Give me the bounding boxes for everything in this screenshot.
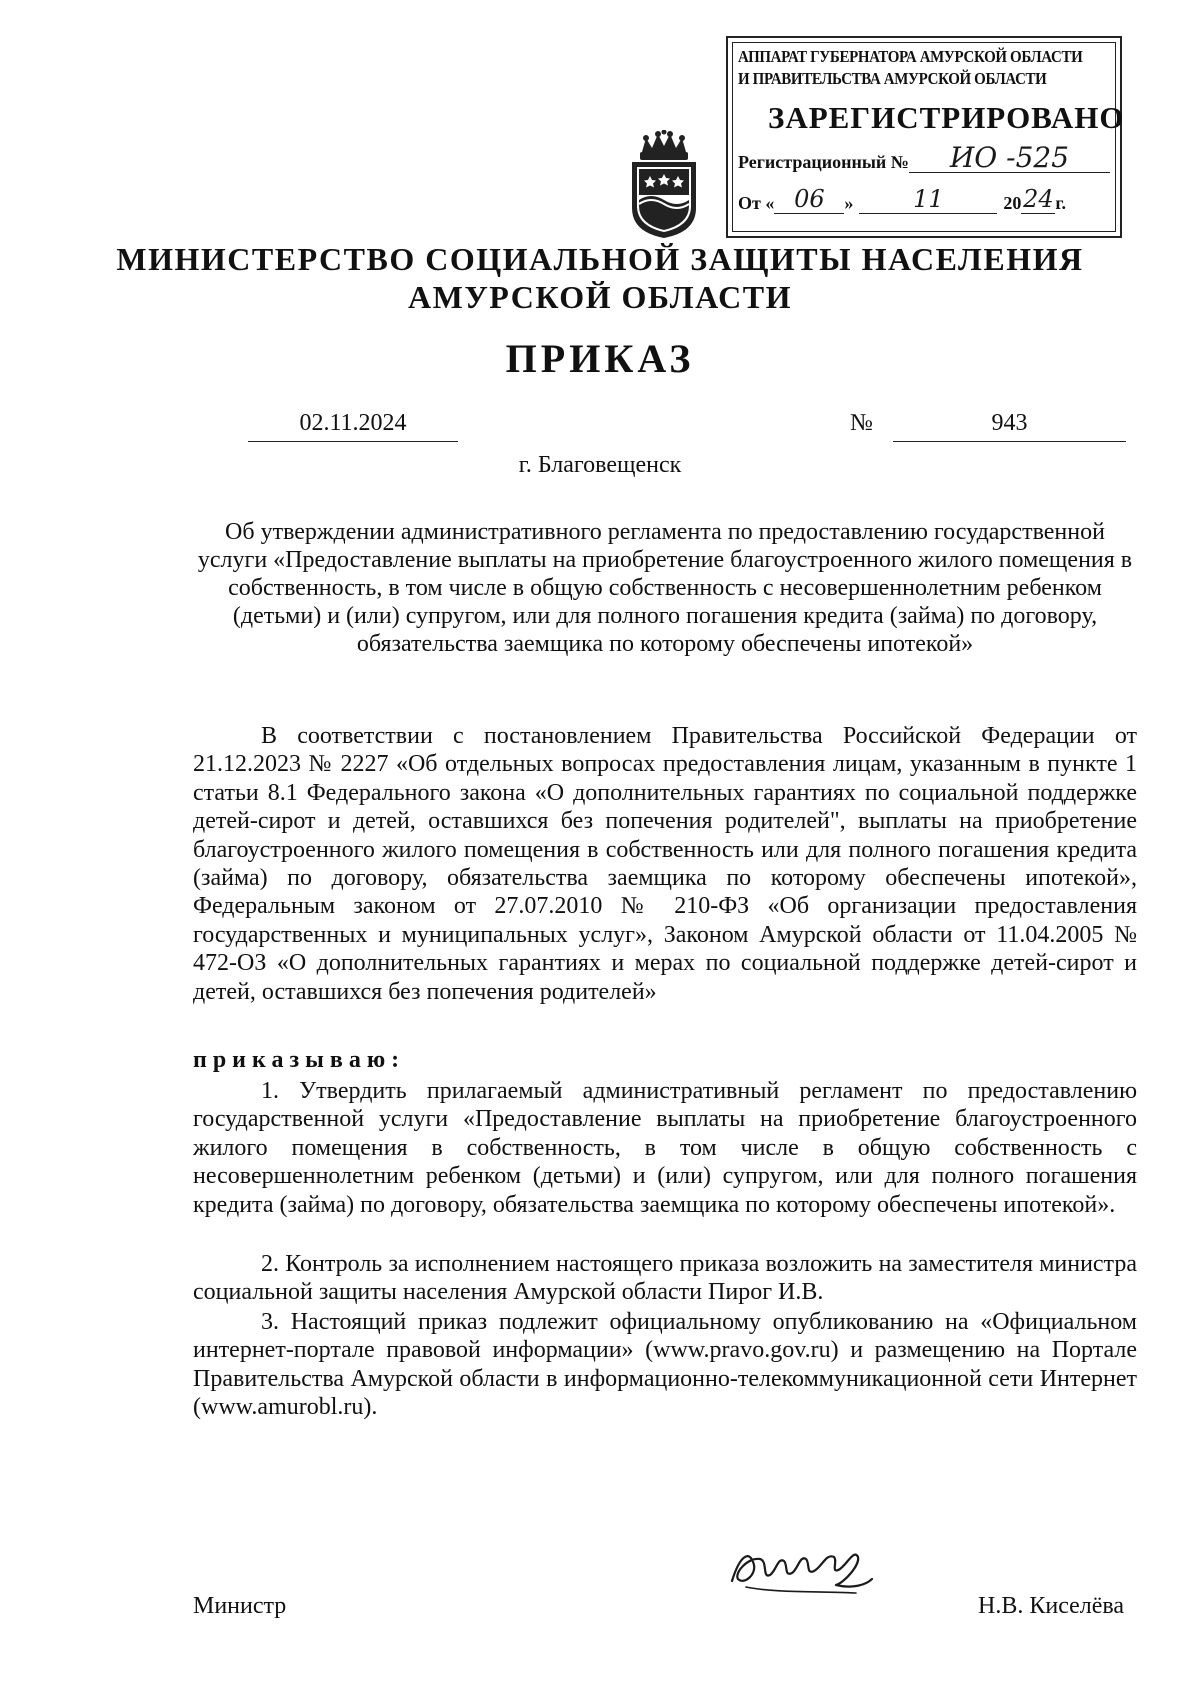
signatory-name: Н.В. Киселёва	[978, 1593, 1125, 1619]
stamp-title: ЗАРЕГИСТРИРОВАНО	[768, 100, 1125, 135]
coat-of-arms-icon	[624, 130, 704, 240]
ministry-line2: АМУРСКОЙ ОБЛАСТИ	[408, 279, 792, 315]
decree-word: приказываю:	[193, 1047, 406, 1073]
order-item-1: 1. Утвердить прилагаемый административный регламент по предоставлению государственной услуги «Предоставление выплаты на приобретение благоустроенного жилого помещения в собственность, в том числе в общую собственность с несовершеннолетним ребенком (детьми) и (или) супругом, или для полного погашения кредита (займа) по договору, обязательства заемщика по которому обеспечены ипотекой».	[193, 1078, 1137, 1218]
order-item-3: 3. Настоящий приказ подлежит официальному опубликованию на «Официальном интернет-портале правовой информации» (www.pravo.gov.ru) и размещению на Портале Правительства Амурской области в информационно-телекоммуникационной сети Интернет (www.amurobl.ru).	[193, 1309, 1137, 1421]
order-subject: Об утверждении административного регламента по предоставлению государственной услуги «Предоставление выплаты на приобретение благоустроенного жилого помещения в собственность, в том числе в общую собственность с несовершеннолетним ребенком (детьми) и (или) супругом, или для полного погашения кредита (займа) по договору, обязательства заемщика по которому обеспечены ипотекой»	[197, 519, 1133, 657]
signatory-role: Министр	[193, 1593, 287, 1619]
stamp-reg-row	[738, 141, 1110, 174]
stamp-date-month: 11	[859, 185, 997, 214]
ministry-heading	[0, 240, 1200, 316]
stamp-org-line1: АППАРАТ ГУБЕРНАТОРА АМУРСКОЙ ОБЛАСТИ	[738, 47, 1083, 66]
preamble-paragraph: В соответствии с постановлением Правительства Российской Федерации от 21.12.2023 № 2227 «Об отдельных вопросах предоставления лицам, указанным в пункте 1 статьи 8.1 Федерального закона «О дополнительных гарантиях по социальной поддержке детей-сирот и детей, оставшихся без попечения родителей", выплаты на приобретение благоустроенного жилого помещения в собственность или для полного погашения кредита (займа) по договору, обязательства заемщика по которому обеспечены ипотекой», Федеральным законом от 27.07.2010 № 210-ФЗ «Об организации предоставления государственных и муниципальных услуг», Законом Амурской области от 11.04.2005 № 472-ОЗ «О дополнительных гарантиях и мерах по социальной поддержке детей-сирот и детей, оставшихся без попечения родителей»	[193, 723, 1137, 1005]
stamp-org-line2: И ПРАВИТЕЛЬСТВА АМУРСКОЙ ОБЛАСТИ	[738, 69, 1047, 88]
order-number: 943	[893, 410, 1126, 442]
order-item-2: 2. Контроль за исполнением настоящего приказа возложить на заместителя министра социальной защиты населения Амурской области Пирог И.В.	[193, 1251, 1137, 1306]
handwritten-signature	[726, 1535, 876, 1605]
city: г. Благовещенск	[518, 452, 682, 478]
stamp-date-year-prefix: 20	[1003, 193, 1022, 213]
ministry-line1: МИНИСТЕРСТВО СОЦИАЛЬНОЙ ЗАЩИТЫ НАСЕЛЕНИЯ	[116, 241, 1084, 277]
stamp-date-close: »	[844, 193, 854, 213]
stamp-date-row	[738, 185, 1110, 214]
stamp-date-year-suffix: 24	[1023, 185, 1054, 213]
stamp-reg-label: Регистрационный №	[738, 152, 909, 172]
stamp-date-day: 06	[774, 185, 844, 214]
stamp-date-g: г.	[1055, 193, 1066, 213]
stamp-date-from: От «	[738, 193, 775, 213]
order-number-sign: №	[850, 410, 873, 436]
document-type-title: ПРИКАЗ	[505, 336, 695, 381]
order-date: 02.11.2024	[248, 410, 458, 442]
stamp-reg-number: ИО -525	[909, 144, 1110, 173]
registration-stamp	[726, 36, 1125, 238]
